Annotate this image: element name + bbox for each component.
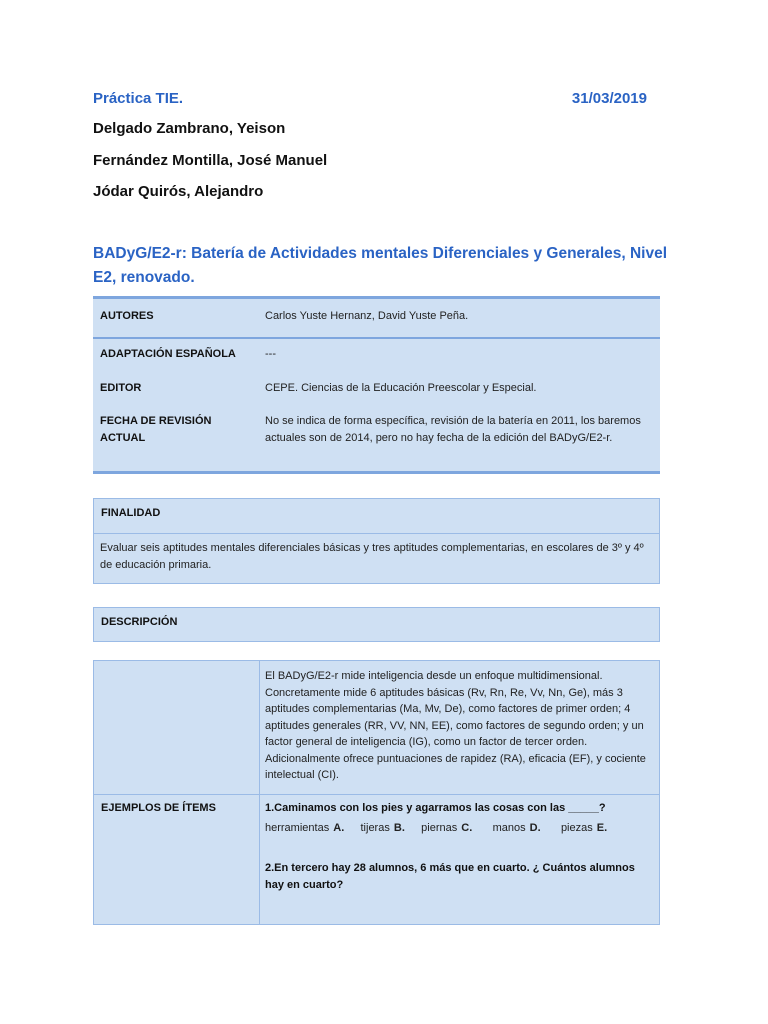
question-1-options <box>265 820 655 837</box>
question-2: 2.En tercero hay 28 alumnos, 6 más que en cuarto. ¿ Cuántos alumnos hay en cuarto? <box>265 862 635 891</box>
description-text: El BADyG/E2-r mide inteligencia desde un enfoque multidimensional. Concretamente mide 6 aptitudes básicas (Rv, Rn, Re, Vv, Nn, Ge), más 3 aptitudes complementarias (Ma, Mv, De), como factores de primer orden; 4 aptitudes generales (RR, VV, NN, EE), como factores de segundo orden; y un factor general de inteligencia (IG), como un factor de tercer orden. Adicionalmente ofrece puntuaciones de rapidez (RA), eficacia (EF), y cociente intelectual (CI). <box>265 670 646 781</box>
author-1: Delgado Zambrano, Yeison <box>93 120 286 137</box>
description-header-table <box>93 607 660 642</box>
revision-date-label: FECHA DE REVISIÓN ACTUAL <box>100 415 212 444</box>
document-date: 31/03/2019 <box>571 90 647 107</box>
editor-value: CEPE. Ciencias de la Educación Preescolar y Especial. <box>265 382 537 394</box>
table-divider <box>94 533 659 534</box>
option-text: manos <box>492 822 526 834</box>
option-text: tijeras <box>360 822 390 834</box>
author-2: Fernández Montilla, José Manuel <box>93 152 328 169</box>
purpose-table <box>93 498 660 584</box>
editor-label: EDITOR <box>100 382 142 394</box>
revision-date-value: No se indica de forma específica, revisión de la batería en 2011, los baremos actuales son de 2014, pero no hay fecha de la edición del BADyG/E2-r. <box>265 415 641 444</box>
table-divider <box>94 794 659 795</box>
purpose-text: Evaluar seis aptitudes mentales diferenciales básicas y tres aptitudes complementarias, en escolares de 3º y 4º de educación primaria. <box>100 542 644 571</box>
option-letter: B. <box>393 822 405 834</box>
option-letter: C. <box>461 822 473 834</box>
option-text: piezas <box>560 822 593 834</box>
option-text: herramientas <box>265 822 330 834</box>
document-title: Práctica TIE. <box>93 90 184 107</box>
option-text: piernas <box>421 822 458 834</box>
title-row <box>93 90 647 110</box>
info-table <box>93 296 660 474</box>
authors-value: Carlos Yuste Hernanz, David Yuste Peña. <box>265 310 469 322</box>
description-label: DESCRIPCIÓN <box>101 616 178 628</box>
option-letter: D. <box>529 822 541 834</box>
question-1: 1.Caminamos con los pies y agarramos las cosas con las _____? <box>265 802 606 814</box>
section-title: BADyG/E2-r: Batería de Actividades mentales Diferenciales y Generales, Nivel E2, renovado. <box>93 245 668 286</box>
option-letter: A. <box>333 822 345 834</box>
item-examples-label: EJEMPLOS DE ÍTEMS <box>101 802 216 814</box>
option-letter: E. <box>596 822 608 834</box>
table-column-divider <box>259 661 260 924</box>
author-3: Jódar Quirós, Alejandro <box>93 183 264 200</box>
table-divider <box>93 337 660 339</box>
spanish-adaptation-value: --- <box>265 348 276 360</box>
authors-label: AUTORES <box>100 310 154 322</box>
description-table <box>93 660 660 925</box>
spanish-adaptation-label: ADAPTACIÓN ESPAÑOLA <box>100 348 236 360</box>
purpose-label: FINALIDAD <box>101 507 161 519</box>
